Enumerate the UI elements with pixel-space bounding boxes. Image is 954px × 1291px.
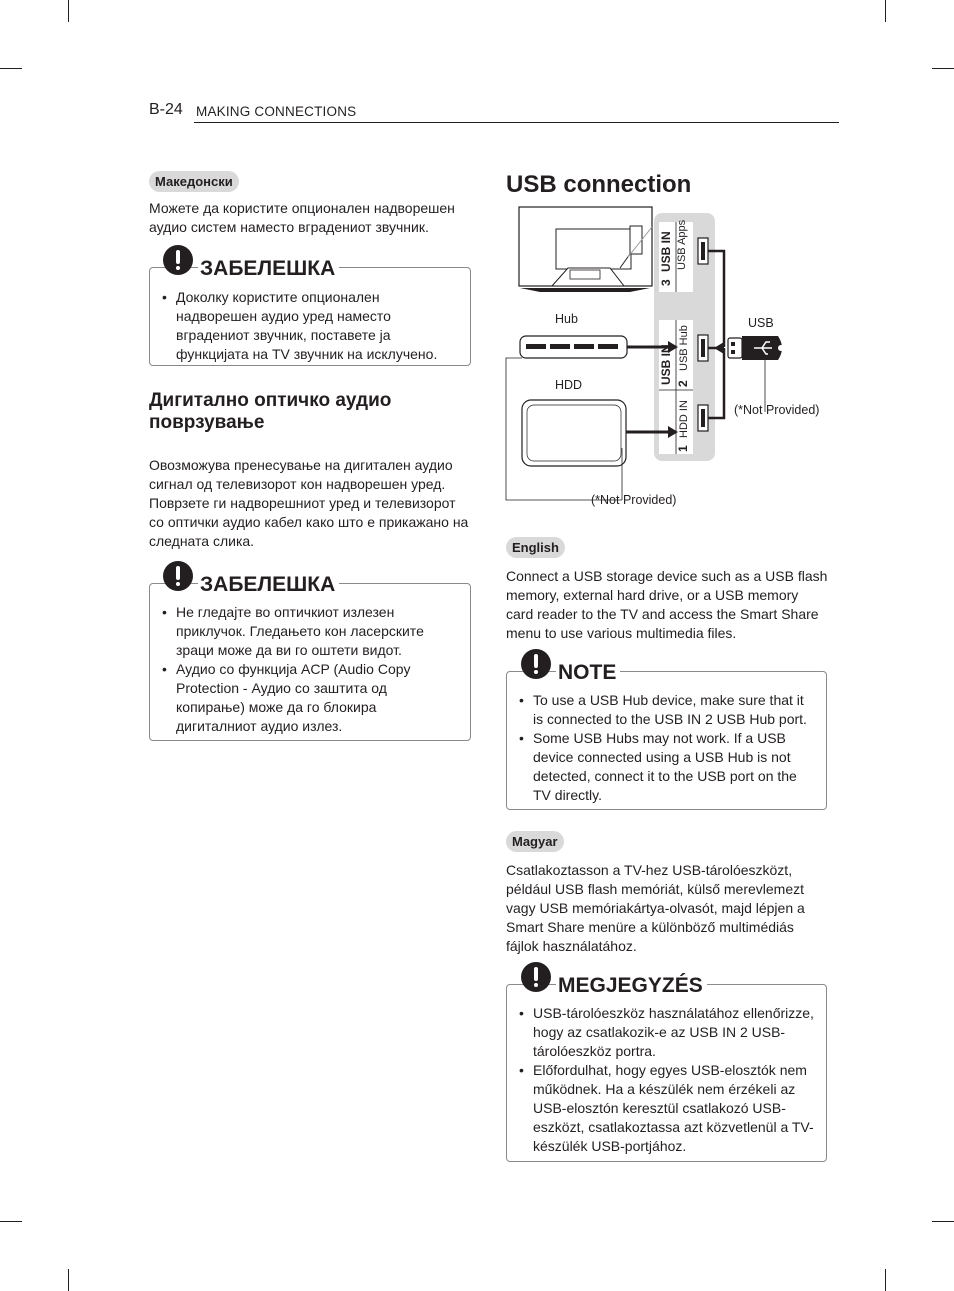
crop-mark <box>932 1221 954 1222</box>
note-list <box>519 1004 817 1156</box>
warning-icon <box>521 962 551 992</box>
hdd-label: HDD <box>555 378 583 392</box>
note-title: NOTE <box>556 661 620 685</box>
port2-type: USB Hub <box>678 325 690 371</box>
page-number: B-24 <box>149 101 183 118</box>
list-item: • Előfordulhat, hogy egyes USB-elosztók nem működnek. Ha a készülék nem érzékeli az USB-elosztón keresztül csatlakozó USB-eszközt, csatlakoztassa azt közvetlenül a TV-készülék USB-portjához. <box>519 1061 817 1156</box>
list-item: • To use a USB Hub device, make sure that it is connected to the USB IN 2 USB Hub port. <box>519 691 817 729</box>
warning-icon <box>163 561 193 591</box>
list-item: • USB-tárolóeszköz használatához ellenőrizze, hogy az csatlakozik-e az USB IN 2 USB-tárolóeszköz portra. <box>519 1004 817 1061</box>
page-title: USB connection <box>506 171 692 198</box>
list-item: • Доколку користите опционален надворешен аудио уред наместо вградениот звучник, поставете ја функцијата на TV звучник на исклучено. <box>162 288 462 364</box>
usb-port-1 <box>698 405 708 431</box>
usb-port-2 <box>698 335 708 361</box>
port3-type: USB Apps <box>676 219 688 270</box>
usb-label: USB <box>748 316 774 330</box>
crop-mark <box>885 1269 886 1291</box>
hdd-icon <box>522 400 626 466</box>
list-item: • Some USB Hubs may not work. If a USB device connected using a USB Hub is not detected, connect it to the USB port on the TV directly. <box>519 729 817 805</box>
crop-mark <box>885 0 886 22</box>
port3-num: 3 <box>659 279 673 286</box>
header-rule <box>194 122 839 123</box>
tv-icon <box>519 207 652 292</box>
language-badge: Македонски <box>149 171 239 192</box>
language-badge: Magyar <box>506 831 564 852</box>
magyar-body: Csatlakoztasson a TV-hez USB-tárolóeszközt, például USB flash memóriát, külső merevlemezt vagy USB memóriakártya-olvasót, majd lépjen a Smart Share menüre a különböző multimédiás fájlok használatához. <box>506 862 805 954</box>
not-provided-label: (*Not Provided) <box>591 493 677 507</box>
list-item: • Не гледајте во оптичкиот излезен приклучок. Гледањето кон ласерските зраци може да ви го оштети видот. <box>162 603 442 660</box>
usb-stick-icon <box>728 336 784 360</box>
note-list <box>519 691 817 805</box>
crop-mark <box>68 0 69 22</box>
crop-mark <box>932 68 954 69</box>
usb-port-3 <box>698 238 708 264</box>
note-title: ЗАБЕЛЕШКА <box>198 257 339 281</box>
crop-mark <box>68 1269 69 1291</box>
hub-label: Hub <box>555 312 578 326</box>
section-heading: Дигитално оптичко аудио поврзување <box>149 390 392 433</box>
note-list <box>162 288 462 364</box>
body-text: Овозможува пренесување на дигитален аудио сигнал од телевизорот кон надворешен уред. Поврзете ги надворешниот уред и телевизорот со оптички аудио кабел како што е прикажано на следната слика. <box>149 457 469 549</box>
note-title: ЗАБЕЛЕШКА <box>198 573 339 597</box>
crop-mark <box>0 1221 22 1222</box>
intro-text: Можете да користите опционален надворешен аудио систем наместо вградениот звучник. <box>149 200 455 235</box>
warning-icon <box>163 245 193 275</box>
note-title: MEGJEGYZÉS <box>556 974 707 998</box>
english-body: Connect a USB storage device such as a USB flash memory, external hard drive, or a USB memory card reader to the TV and access the Smart Share menu to use various multimedia files. <box>506 568 828 641</box>
port1-num: 1 <box>676 445 690 452</box>
not-provided-label: (*Not Provided) <box>734 403 820 417</box>
list-item: • Аудио со функција ACP (Audio Copy Protection - Аудио со заштита од копирање) може да го блокира дигиталниот аудио излез. <box>162 660 442 736</box>
port2-num: 2 <box>676 380 690 387</box>
crop-mark <box>0 68 22 69</box>
note-list <box>162 603 442 736</box>
section-title: MAKING CONNECTIONS <box>196 104 357 119</box>
port1-type: HDD IN <box>678 400 690 438</box>
warning-icon <box>521 649 551 679</box>
usb-hub-icon <box>520 336 627 358</box>
port3-name: USB IN <box>659 231 673 272</box>
language-badge: English <box>506 537 565 558</box>
port2-name: USB IN <box>659 344 673 385</box>
